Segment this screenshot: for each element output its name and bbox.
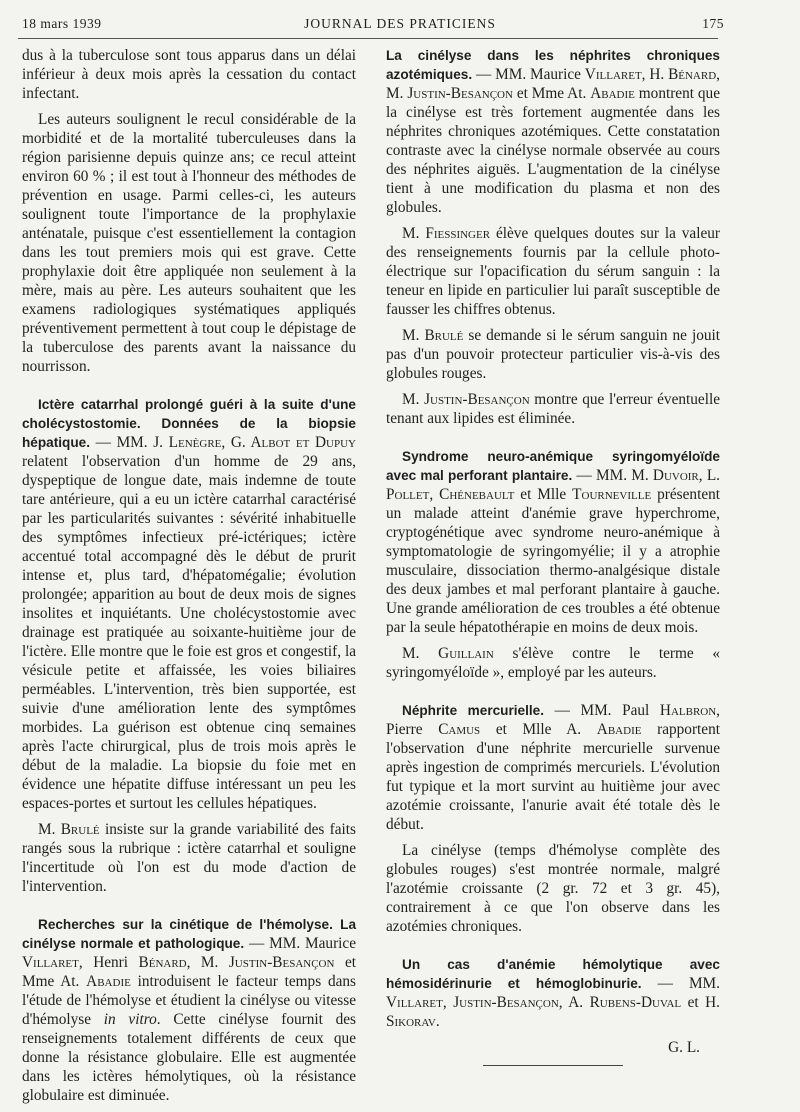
author-signature: G. L.	[668, 1039, 700, 1056]
left-column	[22, 46, 356, 1112]
article-title: La cinélyse dans les néphrites chroniques azotémiques.	[386, 48, 720, 82]
paragraph: M. Justin-Besançon montre que l'erreur éventuelle tenant aux lipides est éliminée.	[386, 391, 720, 427]
article-hemolytic-anemia: Un cas d'anémie hémolytique avec hémosidérinurie et hémoglobinurie. — MM. Villaret, Justin-Besançon, A. Rubens-Duval et H. Sikorav.	[386, 957, 721, 1030]
header-rule	[18, 38, 718, 39]
paragraph: M. Guillain s'élève contre le terme « syringomyéloïde », employé par les auteurs.	[386, 645, 721, 681]
article-hemolysis: Recherches sur la cinétique de l'hémolyse. La cinélyse normale et pathologique. — MM. Maurice Villaret, Henri Bénard, M. Justin-Besançon et Mme At. Abadie introduisent le facteur temps dans l'étude de l'hémolyse et étudient la cinélyse ou vitesse d'hémolyse in vitro. Cette cinélyse fournit des renseignements totalement différents de ceux que donne la résistance globulaire. Elle est augmentée dans les ictères hémolytiques, où la résistance globulaire est diminuée.	[22, 917, 357, 1104]
paragraph: M. Fiessinger élève quelques doutes sur la valeur des renseignements fournis par la cellule photo-électrique sur l'opacification du sérum sanguin : la teneur en lipide en particulier lui paraît susceptible de fausser les chiffres obtenus.	[386, 225, 720, 318]
paragraph: M. Brulé se demande si le sérum sanguin ne jouit pas d'un pouvoir protecteur particulier vis-à-vis des globules rouges.	[386, 327, 721, 382]
article-title: Syndrome neuro-anémique syringomyéloïde avec mal perforant plantaire.	[386, 449, 720, 483]
paragraph: M. Brulé insiste sur la grande variabilité des faits rangés sous la rubrique : ictère catarrhal et souligne l'incertitude où l'on est du mode d'action de l'intervention.	[22, 821, 357, 895]
article-mercurial-nephritis: Néphrite mercurielle. — MM. Paul Halbron, Pierre Camus et Mlle A. Abadie rapportent l'observation d'une néphrite mercurielle survenue après ingestion de comprimés mercuriels. L'évolution fut typique et la mort survint au huitième jour avec azotémie croissante, l'anurie avait été totale dès le début.	[386, 702, 720, 833]
header-page-number: 175	[702, 16, 724, 31]
article-neuro-anemic: Syndrome neuro-anémique syringomyéloïde avec mal perforant plantaire. — MM. M. Duvoir, L. Pollet, Chénebault et Mlle Tourneville présentent un malade atteint d'anémie grave hyperchrome, cryptogénétique avec syndrome neuro-anémique à symptomatologie de syringomyélie; il y a atrophie musculaire, dissociation thermo-analgésique distale des deux jambes et mal perforant plantaire à gauche. Une grande amélioration de ces troubles a été obtenue par la seule hépatothérapie en moins de deux mois.	[386, 449, 721, 636]
paragraph: Les auteurs soulignent le recul considérable de la morbidité et de la mortalité tuberculeuses dans la région parisienne depuis quinze ans; ce recul atteint environ 60 % ; il est tout à l'honneur des méthodes de prévention en usage. Parmi celles-ci, les auteurs soulignent toute l'importance de la prophylaxie anténatale, puisque c'est essentiellement la contagion dans les tout premiers mois qui est grave. Cette prophylaxie doit être appliquée non seulement à la mère, mais au père. Les auteurs souhaitent que les examens radiologiques systématiques appliqués préventivement permettent à tout coup le dépistage de la tuberculose des parents avant la naissance du nourrisson.	[22, 111, 356, 375]
end-rule	[483, 1065, 623, 1066]
header-journal-title: JOURNAL DES PRATICIENS	[304, 16, 496, 31]
author-name: Brulé	[60, 821, 100, 838]
right-column	[386, 46, 720, 1066]
article-nephritis-cinelysis: La cinélyse dans les néphrites chroniques azotémiques. — MM. Maurice Villaret, H. Bénard, M. Justin-Besançon et Mme At. Abadie montrent que la cinélyse est très fortement augmentée dans les néphrites chroniques azotémiques. Cette constatation contraste avec la cinélyse normale observée au cours des néphrites aiguës. L'augmentation de la cinélyse tient à une modification du plasma et non des globules.	[386, 48, 720, 216]
article-title: Un cas d'anémie hémolytique avec hémosidérinurie et hémoglobinurie.	[386, 957, 720, 991]
article-icterus: Ictère catarrhal prolongé guéri à la suite d'une cholécystostomie. Données de la biopsie hépatique. — MM. J. Lenègre, G. Albot et Dupuy relatent l'observation d'un homme de 29 ans, dyspeptique de longue date, mais indemne de toute tare antérieure, qui a eu un ictère catarrhal caractérisé par les particularités suivantes : sévérité inhabituelle des symptômes infectieux pré-ictériques; ictère accentué total accompagné dès le début de prurit intense et, plus tard, d'hépatomégalie; évolution prolongée; apparition au bout de deux mois de signes insolites et inquiétants. Une cholécystostomie avec drainage est pratiquée au soixante-huitième jour de l'ictère. Elle montre que le foie est gros et congestif, la vésicule petite et affaissée, les voies biliaires perméables. L'intervention, très bien supportée, est suivie d'une amélioration lente des symptômes morbides. La guérison est obtenue cinq semaines après l'acte chirurgical, plus de trois mois après le début de la maladie. La biopsie du foie met en évidence une hépatite diffuse intéressant un peu les espaces-portes et surtout les cellules hépatiques.	[22, 397, 356, 812]
paragraph: dus à la tuberculose sont tous apparus dans un délai inférieur à deux mois après la cessation du contact infectant.	[22, 47, 356, 102]
article-title: Ictère catarrhal prolongé guéri à la suite d'une cholécystostomie. Données de la biopsie hépatique.	[22, 397, 356, 450]
article-title: Néphrite mercurielle.	[402, 703, 544, 718]
author-names: Lenègre, G. Albot et Dupuy	[168, 434, 356, 451]
article-title: Recherches sur la cinétique de l'hémolyse. La cinélyse normale et pathologique.	[22, 917, 356, 951]
header-date: 18 mars 1939	[22, 16, 102, 31]
paragraph: La cinélyse (temps d'hémolyse complète des globules rouges) s'est montrée normale, malgré l'azotémie croissante (2 gr. 72 et 3 gr. 45), contrairement à ce que l'on observe dans les azotémies chroniques.	[386, 842, 720, 935]
